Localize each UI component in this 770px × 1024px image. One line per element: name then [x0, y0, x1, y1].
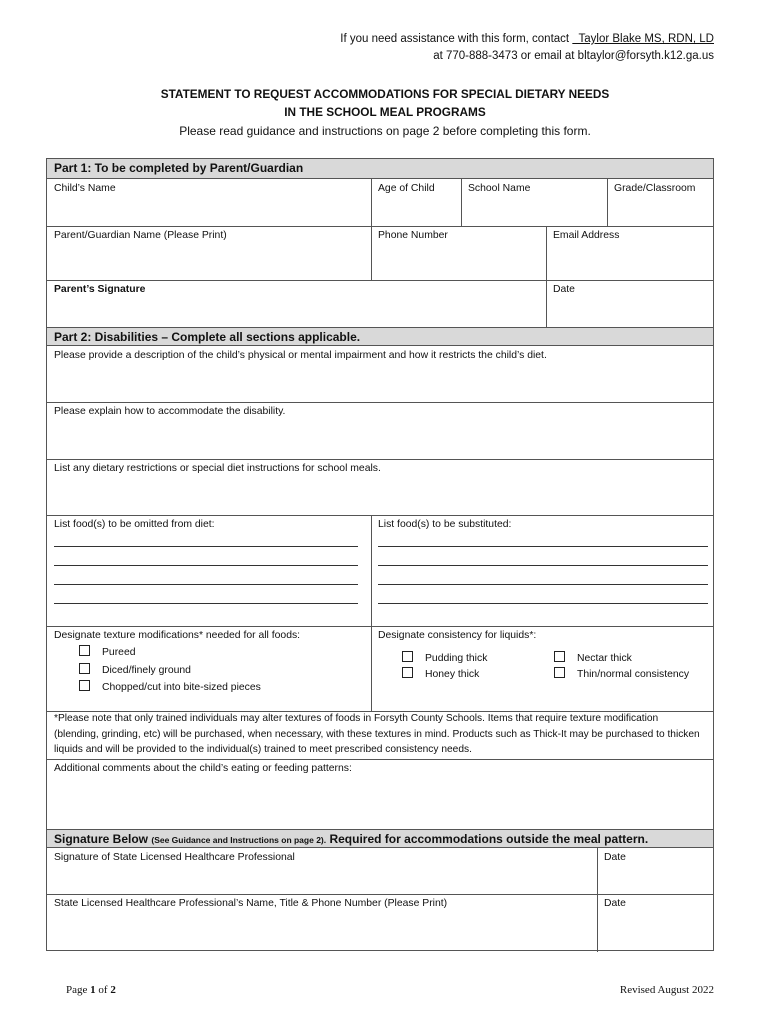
email-address-label: Email Address	[553, 230, 620, 241]
page-current: 1	[90, 984, 96, 996]
page-prefix: Page	[66, 984, 91, 996]
pureed-label: Pureed	[102, 647, 136, 658]
impairment-label: Please provide a description of the child’s physical or mental impairment and how it restricts the child’s diet.	[54, 350, 547, 361]
school-name-field[interactable]	[461, 179, 607, 226]
age-of-child-label: Age of Child	[378, 183, 435, 194]
texture-option-chopped[interactable]	[79, 680, 261, 693]
parent-date-label: Date	[553, 284, 575, 295]
form-subtitle: Please read guidance and instructions on page 2 before completing this form.	[179, 124, 591, 138]
accommodation-field[interactable]	[47, 402, 713, 459]
texture-note: *Please note that only trained individuals may alter textures of foods in Forsyth County Schools. Items that require texture modification (blending, grinding, etc) will be purchased, when necessary, with these textures in mind. Products such as Thick-It may be purchased to thicken liquids and will be provided to the individual(s) trained to meet prescribed consistency needs.	[54, 713, 700, 755]
consistency-option-thin[interactable]	[554, 667, 689, 680]
substituted-label: List food(s) to be substituted:	[378, 519, 512, 530]
phone-number-label: Phone Number	[378, 230, 448, 241]
restrictions-label: List any dietary restrictions or special diet instructions for school meals.	[54, 463, 381, 474]
substituted-line-4[interactable]	[378, 603, 708, 604]
page-number	[66, 984, 116, 996]
honey-checkbox[interactable]	[402, 667, 413, 678]
omitted-line-4[interactable]	[54, 603, 358, 604]
pudding-label: Pudding thick	[425, 653, 488, 664]
grade-classroom-label: Grade/Classroom	[614, 183, 696, 194]
professional-signature-field[interactable]	[47, 848, 597, 894]
texture-option-pureed[interactable]	[79, 645, 136, 658]
substituted-line-2[interactable]	[378, 565, 708, 566]
omitted-line-1[interactable]	[54, 546, 358, 547]
substituted-line-3[interactable]	[378, 584, 708, 585]
childs-name-label: Child’s Name	[54, 183, 116, 194]
form-title-line-1: STATEMENT TO REQUEST ACCOMMODATIONS FOR SPECIAL DIETARY NEEDS	[160, 87, 610, 101]
consistency-label: Designate consistency for liquids*:	[378, 630, 537, 641]
diced-label: Diced/finely ground	[102, 665, 191, 676]
omitted-foods-field[interactable]	[47, 515, 371, 626]
email-address-field[interactable]	[546, 226, 713, 280]
school-name-label: School Name	[468, 183, 531, 194]
parent-name-label: Parent/Guardian Name (Please Print)	[54, 230, 227, 241]
professional-date-field[interactable]	[597, 848, 713, 894]
professional-name-label: State Licensed Healthcare Professional’s Name, Title & Phone Number (Please Print)	[54, 898, 448, 909]
professional-date2-label: Date	[604, 898, 626, 909]
revised-date: Revised August 2022	[619, 984, 714, 996]
form-title-line-2: IN THE SCHOOL MEAL PROGRAMS	[284, 105, 486, 119]
professional-name-field[interactable]	[47, 894, 597, 950]
texture-option-diced[interactable]	[79, 663, 191, 676]
childs-name-field[interactable]	[47, 179, 371, 226]
chopped-label: Chopped/cut into bite-sized pieces	[102, 682, 261, 693]
request-form	[46, 158, 714, 951]
pudding-checkbox[interactable]	[402, 651, 413, 662]
substituted-line-1[interactable]	[378, 546, 708, 547]
contact-line-1	[340, 31, 714, 47]
professional-date-label: Date	[604, 852, 626, 863]
accommodate-label: Please explain how to accommodate the disability.	[54, 406, 286, 417]
page-of: of	[95, 984, 111, 996]
comments-label: Additional comments about the child’s eating or feeding patterns:	[54, 763, 352, 774]
omitted-label: List food(s) to be omitted from diet:	[54, 519, 215, 530]
comments-field[interactable]	[47, 759, 713, 829]
dietary-restrictions-field[interactable]	[47, 459, 713, 515]
chopped-checkbox[interactable]	[79, 680, 90, 691]
impairment-description-field[interactable]	[47, 346, 713, 402]
age-of-child-field[interactable]	[371, 179, 461, 226]
substituted-foods-field[interactable]	[371, 515, 713, 626]
contact-line-2: at 770-888-3473 or email at bltaylor@forsyth.k12.ga.us	[433, 50, 714, 62]
professional-date2-field[interactable]	[597, 894, 713, 950]
omitted-line-3[interactable]	[54, 584, 358, 585]
part2-heading: Part 2: Disabilities – Complete all sections applicable.	[47, 327, 713, 346]
parent-signature-label: Parent’s Signature	[54, 284, 146, 295]
contact-prefix: If you need assistance with this form, contact	[340, 33, 570, 45]
consistency-option-pudding[interactable]	[402, 651, 487, 664]
parent-date-field[interactable]	[546, 280, 713, 327]
nectar-label: Nectar thick	[577, 653, 632, 664]
contact-name: Taylor Blake MS, RDN, LD	[572, 33, 714, 45]
honey-label: Honey thick	[425, 669, 480, 680]
page-total: 2	[110, 984, 116, 996]
consistency-option-honey[interactable]	[402, 667, 479, 680]
omitted-line-2[interactable]	[54, 565, 358, 566]
diced-checkbox[interactable]	[79, 663, 90, 674]
texture-label: Designate texture modifications* needed for all foods:	[54, 630, 301, 641]
professional-signature-label: Signature of State Licensed Healthcare Professional	[54, 852, 295, 863]
grade-classroom-field[interactable]	[607, 179, 713, 226]
parent-name-field[interactable]	[47, 226, 371, 280]
signature-heading-rest: Required for accommodations outside the meal pattern.	[329, 832, 649, 846]
thin-checkbox[interactable]	[554, 667, 565, 678]
pureed-checkbox[interactable]	[79, 645, 90, 656]
signature-heading	[47, 829, 713, 848]
thin-label: Thin/normal consistency	[577, 669, 690, 680]
parent-signature-field[interactable]	[47, 280, 546, 327]
nectar-checkbox[interactable]	[554, 651, 565, 662]
part1-heading: Part 1: To be completed by Parent/Guardian	[47, 159, 713, 179]
consistency-option-nectar[interactable]	[554, 651, 632, 664]
signature-heading-bold: Signature Below	[54, 832, 149, 846]
phone-number-field[interactable]	[371, 226, 546, 280]
signature-heading-small: (See Guidance and Instructions on page 2).	[151, 835, 327, 845]
